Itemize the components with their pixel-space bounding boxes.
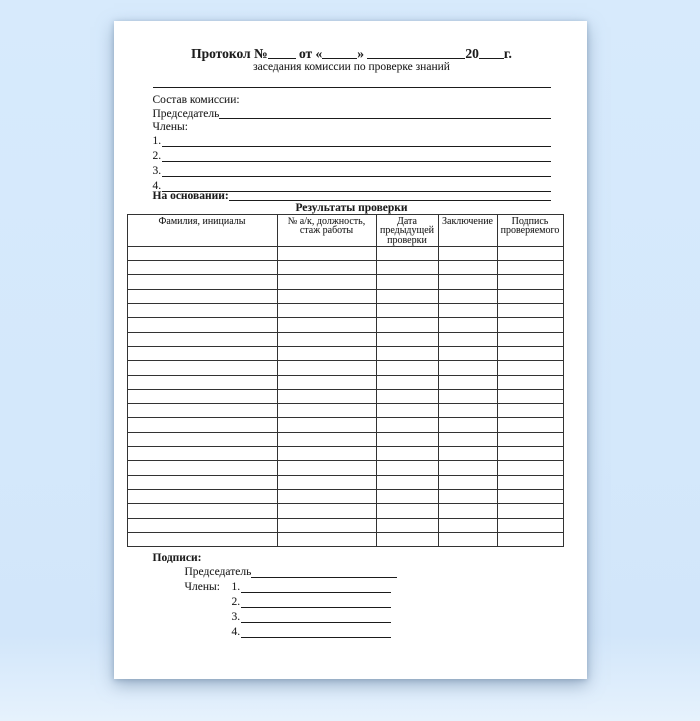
results-empty-cell [438,432,497,446]
signature-members-label [185,625,232,640]
results-empty-cell [497,246,563,260]
results-empty-cell [277,461,376,475]
results-empty-cell [376,346,438,360]
results-empty-cell [127,332,277,346]
header-rule-line [153,87,551,88]
signature-members-label: Члены: [184,581,220,594]
results-empty-cell [376,289,438,303]
member-line-number: 3. [152,165,162,177]
basis-row [153,189,551,203]
results-empty-cell [497,532,563,546]
results-empty-cell [497,518,563,532]
member-line-number: 1. [152,135,162,147]
results-empty-cell [497,475,563,489]
results-empty-cell [497,504,563,518]
results-empty-cell [497,261,563,275]
results-empty-cell [438,447,497,461]
title-text-protocol: Протокол № [191,46,268,61]
results-table-header-row [127,215,563,247]
results-empty-cell [277,304,376,318]
results-empty-cell [376,304,438,318]
member-line-number: 4. [152,180,162,192]
results-empty-cell [497,461,563,475]
results-empty-cell [277,432,376,446]
results-empty-cell [376,261,438,275]
results-empty-row [127,475,563,489]
results-empty-cell [127,532,277,546]
results-empty-cell [376,432,438,446]
member-blank-line [162,149,550,162]
member-blank-line [162,164,550,177]
results-empty-cell [376,361,438,375]
results-empty-cell [438,461,497,475]
results-empty-cell [438,318,497,332]
member-line-number: 2. [152,150,162,162]
results-empty-cell [497,304,563,318]
results-empty-cell [497,418,563,432]
results-column-header: Заключение [438,215,497,247]
results-empty-cell [438,532,497,546]
results-empty-cell [277,289,376,303]
protocol-document-page [114,21,587,679]
results-empty-cell [497,289,563,303]
results-empty-cell [127,318,277,332]
signature-member-number: 4. [231,626,241,639]
title-text-from: от « [298,46,323,61]
results-empty-cell [438,304,497,318]
results-empty-cell [277,332,376,346]
month-blank [367,46,465,59]
member-line-row [153,149,551,164]
results-column-header: № а/к, должность, стаж работы [277,215,376,247]
results-empty-row [127,375,563,389]
results-empty-cell [127,389,277,403]
results-empty-cell [127,375,277,389]
results-empty-cell [376,404,438,418]
results-empty-cell [376,475,438,489]
results-empty-cell [497,275,563,289]
results-empty-row [127,518,563,532]
results-empty-cell [438,389,497,403]
signature-member-number: 1. [231,581,241,594]
results-empty-cell [127,518,277,532]
signature-member-row [185,580,551,595]
results-empty-cell [127,261,277,275]
results-empty-cell [376,389,438,403]
signature-member-number: 2. [231,596,241,609]
signature-member-blank-line [241,595,391,608]
results-empty-row [127,532,563,546]
results-empty-cell [376,447,438,461]
results-empty-row [127,289,563,303]
signature-chairman-blank-line [251,565,397,578]
results-empty-cell [127,418,277,432]
results-empty-row [127,246,563,260]
year-blank [479,46,504,59]
signature-member-blank-line [241,625,391,638]
signature-member-row [185,610,551,625]
chairman-label: Председатель [152,108,220,120]
basis-blank-line [229,189,551,201]
results-table [127,214,564,547]
results-empty-row [127,461,563,475]
results-empty-cell [277,404,376,418]
results-column-header: Дата предыдущей проверки [376,215,438,247]
results-empty-cell [497,432,563,446]
results-empty-cell [376,246,438,260]
results-empty-cell [438,275,497,289]
results-empty-cell [127,447,277,461]
members-label: Члены: [152,121,188,133]
results-empty-cell [497,389,563,403]
results-empty-row [127,318,563,332]
results-empty-row [127,275,563,289]
signature-member-blank-line [241,610,391,623]
results-empty-cell [438,289,497,303]
protocol-number-blank [268,46,296,59]
results-empty-cell [277,246,376,260]
signature-member-row [185,595,551,610]
results-empty-cell [277,389,376,403]
results-empty-cell [277,318,376,332]
results-empty-cell [497,346,563,360]
results-empty-cell [127,289,277,303]
results-empty-cell [376,461,438,475]
signature-member-row [185,625,551,640]
results-empty-cell [277,275,376,289]
results-empty-cell [277,261,376,275]
results-empty-cell [376,518,438,532]
results-empty-cell [438,346,497,360]
signatures-section [153,551,551,640]
results-empty-cell [497,332,563,346]
results-empty-row [127,489,563,503]
signature-chairman-row [185,565,551,580]
results-column-header: Подпись проверяемого [497,215,563,247]
results-empty-row [127,389,563,403]
results-empty-cell [127,504,277,518]
results-empty-cell [376,532,438,546]
results-empty-row [127,332,563,346]
document-title [153,45,551,60]
title-text-year-suffix: г. [503,46,512,61]
results-empty-cell [438,504,497,518]
results-empty-cell [277,447,376,461]
signature-member-blank-line [241,580,391,593]
results-empty-row [127,304,563,318]
results-empty-cell [376,275,438,289]
chairman-blank-line [219,107,550,119]
signature-members-list [153,580,551,640]
signature-members-label [185,610,232,625]
results-empty-cell [127,246,277,260]
results-empty-cell [438,518,497,532]
day-blank [322,46,357,59]
signature-members-label [185,595,232,610]
title-text-quote: » [357,46,365,61]
member-blank-line [162,134,550,147]
signatures-label: Подписи: [152,552,202,565]
results-empty-row [127,261,563,275]
results-empty-row [127,447,563,461]
member-line-row [153,164,551,179]
results-empty-cell [127,489,277,503]
results-empty-cell [497,447,563,461]
results-empty-cell [127,404,277,418]
results-empty-cell [438,489,497,503]
results-empty-cell [127,304,277,318]
document-subtitle: заседания комиссии по проверке знаний [253,61,450,73]
results-empty-row [127,361,563,375]
results-empty-cell [277,489,376,503]
results-empty-cell [438,404,497,418]
results-empty-cell [277,418,376,432]
member-line-row [153,134,551,149]
results-empty-cell [497,318,563,332]
results-empty-row [127,418,563,432]
results-empty-cell [277,518,376,532]
results-empty-cell [277,375,376,389]
results-empty-cell [497,404,563,418]
results-empty-cell [497,489,563,503]
results-empty-cell [127,361,277,375]
results-empty-cell [438,375,497,389]
member-lines-list [153,134,551,194]
results-empty-row [127,346,563,360]
results-empty-cell [277,361,376,375]
results-section-title: Результаты проверки [295,202,408,214]
results-empty-cell [277,532,376,546]
results-empty-row [127,432,563,446]
results-empty-cell [376,489,438,503]
results-empty-cell [376,375,438,389]
results-empty-cell [497,375,563,389]
results-empty-cell [438,418,497,432]
results-empty-cell [376,504,438,518]
results-empty-cell [127,346,277,360]
results-empty-cell [376,418,438,432]
results-empty-cell [438,261,497,275]
chairman-row [153,107,551,121]
results-empty-cell [438,361,497,375]
results-empty-row [127,504,563,518]
results-empty-cell [127,475,277,489]
results-empty-cell [127,432,277,446]
title-text-year: 20 [465,46,479,61]
results-empty-row [127,404,563,418]
results-empty-cell [127,461,277,475]
results-empty-cell [438,332,497,346]
results-empty-cell [376,318,438,332]
results-empty-cell [497,361,563,375]
basis-label: На основании: [152,190,229,202]
results-column-header: Фамилия, инициалы [127,215,277,247]
results-empty-cell [438,246,497,260]
results-empty-cell [376,332,438,346]
results-empty-cell [277,475,376,489]
results-empty-cell [438,475,497,489]
signature-chairman-label: Председатель [184,566,252,579]
signature-member-number: 3. [231,611,241,624]
commission-label: Состав комиссии: [152,94,240,106]
results-empty-cell [277,346,376,360]
results-empty-cell [277,504,376,518]
results-empty-cell [127,275,277,289]
